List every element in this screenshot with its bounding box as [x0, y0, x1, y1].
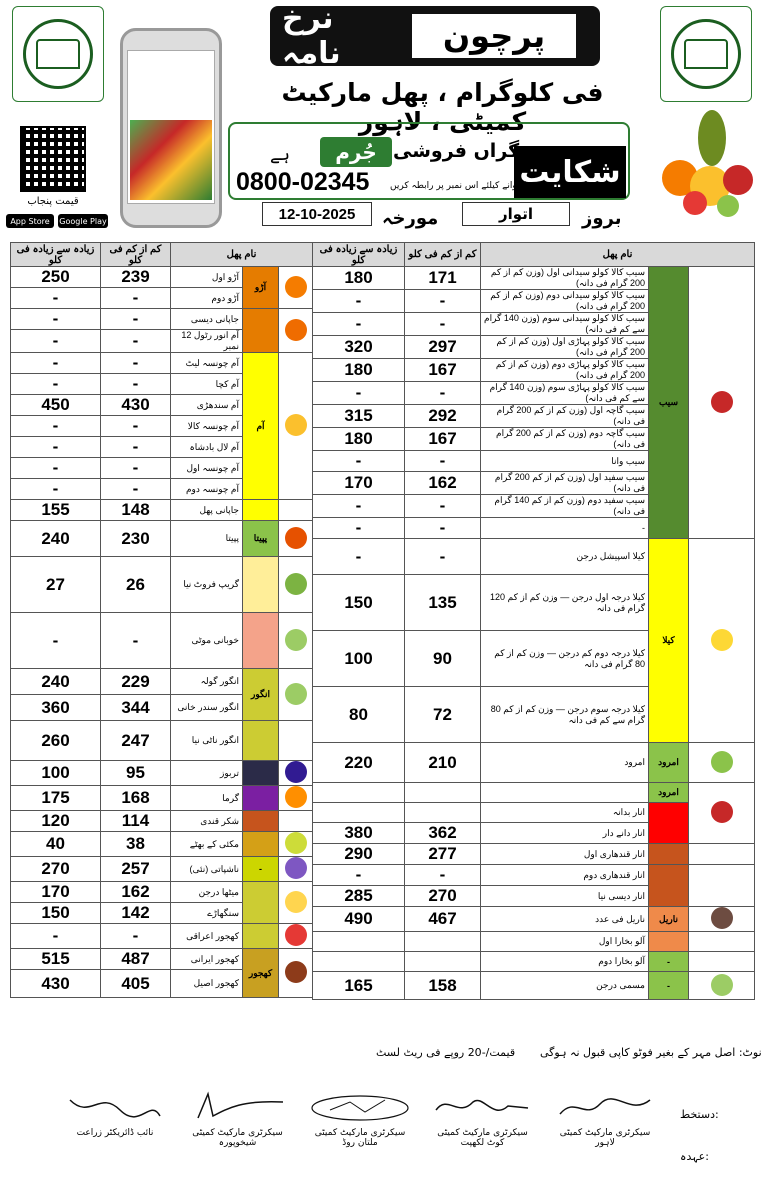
pomegranate-icon — [689, 783, 755, 844]
fruit-name-cell: آڑو دوم — [171, 288, 243, 309]
group-sweetpotato — [243, 811, 279, 832]
google-play-badge[interactable]: Google Play — [58, 214, 108, 228]
max-price-cell: 100 — [313, 631, 405, 687]
punjab-logo-right — [660, 6, 752, 102]
signatory-title: نائب ڈائریکٹر زراعت — [76, 1128, 154, 1138]
max-price-cell: 290 — [313, 844, 405, 865]
fruit-name-cell: انار دانے دار — [481, 823, 649, 844]
max-price-cell: 180 — [313, 428, 405, 451]
max-price-cell: 150 — [313, 575, 405, 631]
blank-icon — [689, 952, 755, 972]
group-pomegranate-2 — [649, 844, 689, 865]
table-row — [11, 613, 313, 669]
max-price-cell: - — [11, 437, 101, 458]
group-plum — [649, 932, 689, 952]
table-row — [11, 669, 313, 695]
min-price-cell: 90 — [405, 631, 481, 687]
max-price-cell: - — [11, 924, 101, 949]
max-price-cell: 285 — [313, 886, 405, 907]
day-label: بروز — [582, 208, 622, 229]
group-yellow-band — [243, 500, 279, 521]
signatory-5 — [60, 1090, 170, 1170]
max-price-cell: - — [313, 290, 405, 313]
papaya-icon — [279, 521, 313, 557]
group-dates-iraqi — [243, 924, 279, 949]
fruit-name-cell: آم چونسہ دوم — [171, 479, 243, 500]
page-subtitle: فی کلوگرام ، پھل مارکیٹ کمیٹی ، لاہور — [281, 78, 604, 136]
signature-scribble — [428, 1090, 538, 1124]
min-price-cell — [405, 952, 481, 972]
min-price-cell: 210 — [405, 743, 481, 783]
max-price-cell: - — [11, 374, 101, 395]
table-row — [11, 521, 313, 557]
max-price-cell: 220 — [313, 743, 405, 783]
signatures-row — [60, 1090, 660, 1170]
qr-caption: قیمت پنجاب — [27, 196, 79, 207]
fruit-name-cell: سیب کالا کولو پہاڑی دوم (وزن کم از کم 200 گرام فی دانہ) — [481, 359, 649, 382]
group-grapefruit — [243, 557, 279, 613]
min-price-cell — [405, 803, 481, 823]
crime-label: جُرم — [320, 137, 392, 167]
table-row — [313, 803, 755, 823]
max-price-cell: 40 — [11, 832, 101, 857]
min-price-cell: 297 — [405, 336, 481, 359]
max-price-cell: 165 — [313, 972, 405, 1000]
max-price-cell: 100 — [11, 761, 101, 786]
blank-icon — [689, 844, 755, 865]
min-price-cell: 239 — [101, 267, 171, 288]
fruit-name-cell: آم چونسہ کالا — [171, 416, 243, 437]
min-price-cell: - — [405, 495, 481, 518]
fruit-name-cell: انار قندھاری دوم — [481, 865, 649, 886]
punjab-emblem-icon — [671, 19, 741, 89]
table-row — [11, 353, 313, 374]
fruit-name-cell: کھجور اعراقی — [171, 924, 243, 949]
is-label: ہے — [270, 145, 290, 165]
signatory-4 — [183, 1090, 293, 1170]
group-mango: آم — [243, 353, 279, 500]
col-max-header: زیادہ سے زیادہ فی کلو — [11, 243, 101, 267]
min-price-cell: - — [405, 313, 481, 336]
max-price-cell: 490 — [313, 907, 405, 932]
fruit-name-cell: کھجور اصیل — [171, 970, 243, 998]
min-price-cell: 292 — [405, 405, 481, 428]
col-min-header: کم از کم فی کلو — [405, 243, 481, 267]
fruit-name-cell: کیلا درجہ دوم کم درجن — وزن کم از کم 80 گرام فی دانہ — [481, 631, 649, 687]
max-price-cell: - — [313, 382, 405, 405]
fruit-name-cell: آلو بخارا دوم — [481, 952, 649, 972]
watermelon-icon — [279, 924, 313, 949]
signatory-title: سیکرٹری مارکیٹ کمیٹی شیخوپورہ — [192, 1128, 283, 1148]
min-price-cell: - — [405, 290, 481, 313]
min-price-cell: 257 — [101, 857, 171, 882]
group-plum-2: - — [649, 952, 689, 972]
group-grapes2 — [243, 721, 279, 761]
fruit-name-cell: سیب گاچہ اول (وزن کم از کم 200 گرام فی دانہ) — [481, 405, 649, 428]
min-price-cell: 162 — [101, 882, 171, 903]
note-price: قیمت/-20 روپے فی ریٹ لسٹ — [376, 1046, 516, 1059]
table-row — [313, 972, 755, 1000]
fruit-name-cell: سیب کالا کولو سیدانی اول (وزن کم از کم 200 گرام فی دانہ) — [481, 267, 649, 290]
table-row — [11, 721, 313, 761]
col-max-header: زیادہ سے زیادہ فی کلو — [313, 243, 405, 267]
coconut-icon — [689, 907, 755, 932]
max-price-cell: 270 — [11, 857, 101, 882]
min-price-cell: 142 — [101, 903, 171, 924]
max-price-cell: 240 — [11, 521, 101, 557]
plum-icon — [279, 857, 313, 882]
mango-icon — [279, 353, 313, 500]
fruit-name-cell: گریپ فروٹ نیا — [171, 557, 243, 613]
max-price-cell: - — [313, 313, 405, 336]
table-row — [11, 761, 313, 786]
max-price-cell: 80 — [313, 687, 405, 743]
min-price-cell: 344 — [101, 695, 171, 721]
col-min-header: کم از کم فی کلو — [101, 243, 171, 267]
max-price-cell — [313, 932, 405, 952]
signature-label: دستخط: — [680, 1108, 719, 1121]
table-row — [11, 267, 313, 288]
fruit-name-cell: مکئی کے بھٹے — [171, 832, 243, 857]
min-price-cell: 171 — [405, 267, 481, 290]
group-pear: - — [243, 857, 279, 882]
fruit-name-cell: سیب سفید اول (وزن کم از کم 200 گرام فی دانہ) — [481, 472, 649, 495]
blank-icon — [279, 500, 313, 521]
table-row — [313, 907, 755, 932]
min-price-cell: 148 — [101, 500, 171, 521]
max-price-cell: - — [11, 613, 101, 669]
group-apricot — [243, 613, 279, 669]
max-price-cell: - — [11, 458, 101, 479]
group-peach: آڑو — [243, 267, 279, 309]
table-row — [11, 557, 313, 613]
max-price-cell: 430 — [11, 970, 101, 998]
min-price-cell: 430 — [101, 395, 171, 416]
complaint-label: شکایت — [514, 146, 626, 198]
app-store-badge[interactable]: App Store — [6, 214, 54, 228]
group-citrus: - — [649, 972, 689, 1000]
min-price-cell: - — [101, 437, 171, 458]
max-price-cell — [313, 803, 405, 823]
table-row — [11, 500, 313, 521]
grapes-icon — [279, 669, 313, 721]
min-price-cell: 405 — [101, 970, 171, 998]
max-price-cell — [313, 952, 405, 972]
fruit-name-cell: سیب وانا — [481, 451, 649, 472]
group-banana: کیلا — [649, 539, 689, 743]
group-pomegranate-3 — [649, 865, 689, 907]
max-price-cell: 260 — [11, 721, 101, 761]
banana-icon — [689, 539, 755, 743]
fruit-name-cell: انگور سندر خانی — [171, 695, 243, 721]
min-price-cell: 487 — [101, 949, 171, 970]
market-committee-emblem-icon — [23, 19, 93, 89]
right-price-table — [312, 242, 755, 1000]
max-price-cell: 155 — [11, 500, 101, 521]
max-price-cell: - — [11, 330, 101, 353]
signatory-title: سیکرٹری مارکیٹ کمیٹی ملتان روڈ — [314, 1128, 406, 1148]
min-price-cell: - — [101, 374, 171, 395]
fruit-name-cell: پپیتا — [171, 521, 243, 557]
min-price-cell: 247 — [101, 721, 171, 761]
day-field: اتوار — [462, 202, 570, 226]
min-price-cell: - — [405, 382, 481, 405]
min-price-cell — [405, 783, 481, 803]
fruit-name-cell: آم چونسہ اول — [171, 458, 243, 479]
max-price-cell: 315 — [313, 405, 405, 428]
designation-label: عہدہ: — [680, 1150, 709, 1163]
min-price-cell: - — [405, 518, 481, 539]
melon-icon — [279, 786, 313, 811]
max-price-cell: - — [313, 539, 405, 575]
fruit-name-cell: انار بدانہ — [481, 803, 649, 823]
fruit-name-cell: تربوز — [171, 761, 243, 786]
fruit-name-cell: انگور ناٹی نیا — [171, 721, 243, 761]
fruit-name-cell: کھجور ایرانی — [171, 949, 243, 970]
apple-icon — [689, 267, 755, 539]
min-price-cell: - — [101, 309, 171, 330]
max-price-cell: 27 — [11, 557, 101, 613]
min-price-cell: - — [101, 924, 171, 949]
table-row — [313, 865, 755, 886]
fruit-name-cell: انار قندھاری اول — [481, 844, 649, 865]
max-price-cell: 515 — [11, 949, 101, 970]
group-dates: کھجور — [243, 949, 279, 998]
apricot-icon — [279, 613, 313, 669]
group-guava: امرود — [649, 743, 689, 783]
min-price-cell: 26 — [101, 557, 171, 613]
table-row — [11, 309, 313, 330]
group-guava-2: امرود — [649, 783, 689, 803]
table-row — [313, 952, 755, 972]
max-price-cell: 180 — [313, 267, 405, 290]
fruit-name-cell — [481, 783, 649, 803]
max-price-cell: 180 — [313, 359, 405, 382]
table-row — [313, 783, 755, 803]
table-row — [313, 932, 755, 952]
peach2-icon — [279, 309, 313, 353]
max-price-cell: 250 — [11, 267, 101, 288]
min-price-cell: 114 — [101, 811, 171, 832]
dates-icon — [279, 949, 313, 998]
max-price-cell: - — [11, 309, 101, 330]
max-price-cell: - — [11, 353, 101, 374]
max-price-cell: - — [11, 479, 101, 500]
min-price-cell: 135 — [405, 575, 481, 631]
min-price-cell: 362 — [405, 823, 481, 844]
blank-icon — [279, 721, 313, 761]
citrus-icon — [689, 972, 755, 1000]
group-apple: سیب — [649, 267, 689, 539]
min-price-cell: - — [101, 288, 171, 309]
min-price-cell: 229 — [101, 669, 171, 695]
fruit-name-cell: سنگھاڑے — [171, 903, 243, 924]
blank-icon — [689, 865, 755, 907]
signature-scribble — [183, 1090, 293, 1124]
table-row — [11, 832, 313, 857]
fruit-name-cell: کیلا اسپیشل درجن — [481, 539, 649, 575]
min-price-cell: - — [101, 416, 171, 437]
signature-scribble — [550, 1090, 660, 1124]
fruit-name-cell: مسمی درجن — [481, 972, 649, 1000]
max-price-cell: 450 — [11, 395, 101, 416]
sweet-melon-icon — [279, 882, 313, 924]
max-price-cell: 120 — [11, 811, 101, 832]
min-price-cell: 168 — [101, 786, 171, 811]
fruit-name-cell: آم کچا — [171, 374, 243, 395]
table-row — [313, 539, 755, 575]
min-price-cell: 230 — [101, 521, 171, 557]
fruit-name-cell: جاپانی دیسی — [171, 309, 243, 330]
max-price-cell: 150 — [11, 903, 101, 924]
fruit-name-cell: آلو بخارا اول — [481, 932, 649, 952]
table-row — [313, 267, 755, 290]
max-price-cell: - — [11, 288, 101, 309]
max-price-cell: - — [313, 451, 405, 472]
fruit-name-cell: سیب کالا کولو سیدانی دوم (وزن کم از کم 200 گرام فی دانہ) — [481, 290, 649, 313]
fruit-name-cell: آڑو اول — [171, 267, 243, 288]
max-price-cell: - — [313, 495, 405, 518]
min-price-cell: 162 — [405, 472, 481, 495]
peach-icon — [279, 267, 313, 309]
max-price-cell: 360 — [11, 695, 101, 721]
title-rate-list: نرخ نامہ — [282, 1, 341, 71]
table-row — [313, 844, 755, 865]
fruit-name-cell: انار دیسی نیا — [481, 886, 649, 907]
min-price-cell: - — [405, 865, 481, 886]
fruit-name-cell: گرما — [171, 786, 243, 811]
fruit-basket-image — [640, 108, 760, 228]
table-row — [11, 924, 313, 949]
fruit-name-cell: - — [481, 518, 649, 539]
min-price-cell: 270 — [405, 886, 481, 907]
corn-icon — [279, 832, 313, 857]
fruit-name-cell: کیلا درجہ اول درجن — وزن کم از کم 120 گرام فی دانہ — [481, 575, 649, 631]
max-price-cell: 320 — [313, 336, 405, 359]
min-price-cell: 277 — [405, 844, 481, 865]
min-price-cell: - — [101, 330, 171, 353]
signatory-3 — [305, 1090, 415, 1170]
grapefruit-icon — [279, 557, 313, 613]
min-price-cell: - — [405, 539, 481, 575]
max-price-cell: - — [313, 518, 405, 539]
group-pomegranate — [649, 803, 689, 844]
fruit-name-cell: سیب گاچہ دوم (وزن کم از کم 200 گرام فی دانہ) — [481, 428, 649, 451]
fruit-name-cell: سیب کالا کولو پہاڑی اول (وزن کم از کم 200 گرام فی دانہ) — [481, 336, 649, 359]
guava-icon — [689, 743, 755, 783]
min-price-cell: 72 — [405, 687, 481, 743]
fruit-name-cell: سیب کالا کولو سیدانی سوم (وزن 140 گرام سے کم فی دانہ) — [481, 313, 649, 336]
min-price-cell — [405, 932, 481, 952]
min-price-cell: 467 — [405, 907, 481, 932]
max-price-cell: 170 — [11, 882, 101, 903]
signatory-title: سیکرٹری مارکیٹ کمیٹی لاہور — [559, 1128, 651, 1148]
fruit-name-cell: آم لال بادشاہ — [171, 437, 243, 458]
max-price-cell: - — [313, 865, 405, 886]
fruit-name-cell: ناریل فی عدد — [481, 907, 649, 932]
table-row — [313, 743, 755, 783]
register-text: رجسٹر کروانے کیلئے اس نمبر پر رابطہ کریں — [390, 181, 555, 191]
punjab-logo-left — [12, 6, 104, 102]
note-photocopy: نوٹ: اصل مہر کے بغیر فوٹو کاپی قبول نہ ہوگی — [540, 1046, 762, 1059]
signatory-2 — [428, 1090, 538, 1170]
group-orange-band — [243, 309, 279, 353]
fruit-name-cell: میٹھا درجن — [171, 882, 243, 903]
overcharging-label: گراں فروشی — [393, 140, 520, 162]
fruit-name-cell: آم سندھڑی — [171, 395, 243, 416]
col-name-header: نام پھل — [481, 243, 755, 267]
signature-scribble — [60, 1090, 170, 1124]
fruit-name-cell: سیب سفید دوم (وزن کم از کم 140 گرام فی دانہ) — [481, 495, 649, 518]
app-fruit-grid — [130, 120, 212, 200]
blank-icon — [689, 932, 755, 952]
group-corn — [243, 832, 279, 857]
table-row — [11, 882, 313, 903]
fruit-name-cell: شکر قندی — [171, 811, 243, 832]
fruit-name-cell: انگور گولہ — [171, 669, 243, 695]
table-row — [11, 811, 313, 832]
min-price-cell: 95 — [101, 761, 171, 786]
min-price-cell: 167 — [405, 428, 481, 451]
max-price-cell: 175 — [11, 786, 101, 811]
min-price-cell: - — [101, 479, 171, 500]
qr-code-icon[interactable] — [20, 126, 86, 192]
col-name-header: نام پھل — [171, 243, 313, 267]
table-row — [11, 857, 313, 882]
group-papaya: پپیتا — [243, 521, 279, 557]
fruit-name-cell: ناشپاتی (نئی) — [171, 857, 243, 882]
min-price-cell: - — [101, 613, 171, 669]
title-retail: پرچون — [410, 12, 578, 60]
table-row — [11, 786, 313, 811]
fruit-name-cell: آم چونسہ لیٹ — [171, 353, 243, 374]
min-price-cell: 167 — [405, 359, 481, 382]
fruit-name-cell: آم انور رٹول 12 نمبر — [171, 330, 243, 353]
signatory-1 — [550, 1090, 660, 1170]
min-price-cell: 158 — [405, 972, 481, 1000]
left-price-table — [10, 242, 313, 998]
fruit-name-cell: خوبانی موٹی — [171, 613, 243, 669]
table-row — [11, 949, 313, 970]
fruit-name-cell: کیلا درجہ سوم درجن — وزن کم از کم 80 گرام سے کم فی دانہ — [481, 687, 649, 743]
min-price-cell: 38 — [101, 832, 171, 857]
group-coconut: ناریل — [649, 907, 689, 932]
group-grapes: انگور — [243, 669, 279, 721]
min-price-cell: - — [101, 353, 171, 374]
max-price-cell: 170 — [313, 472, 405, 495]
fruit-name-cell: سیب کالا کولو پہاڑی سوم (وزن 140 گرام سے کم فی دانہ) — [481, 382, 649, 405]
fruit-name-cell: جاپانی پھل — [171, 500, 243, 521]
group-sweet — [243, 882, 279, 924]
signature-scribble — [305, 1090, 415, 1124]
group-watermelon — [243, 761, 279, 786]
date-label: مورخہ — [382, 208, 439, 229]
max-price-cell — [313, 783, 405, 803]
max-price-cell: - — [11, 416, 101, 437]
max-price-cell: 380 — [313, 823, 405, 844]
group-melon — [243, 786, 279, 811]
min-price-cell: - — [405, 451, 481, 472]
blackberry-icon — [279, 761, 313, 786]
signatory-title: سیکرٹری مارکیٹ کمیٹی کوٹ لکھپت — [437, 1128, 528, 1148]
date-field: 12-10-2025 — [262, 202, 372, 226]
min-price-cell: - — [101, 458, 171, 479]
blank-icon — [279, 811, 313, 832]
helpline-number[interactable]: 0800-02345 — [236, 168, 370, 196]
fruit-name-cell: امرود — [481, 743, 649, 783]
max-price-cell: 240 — [11, 669, 101, 695]
